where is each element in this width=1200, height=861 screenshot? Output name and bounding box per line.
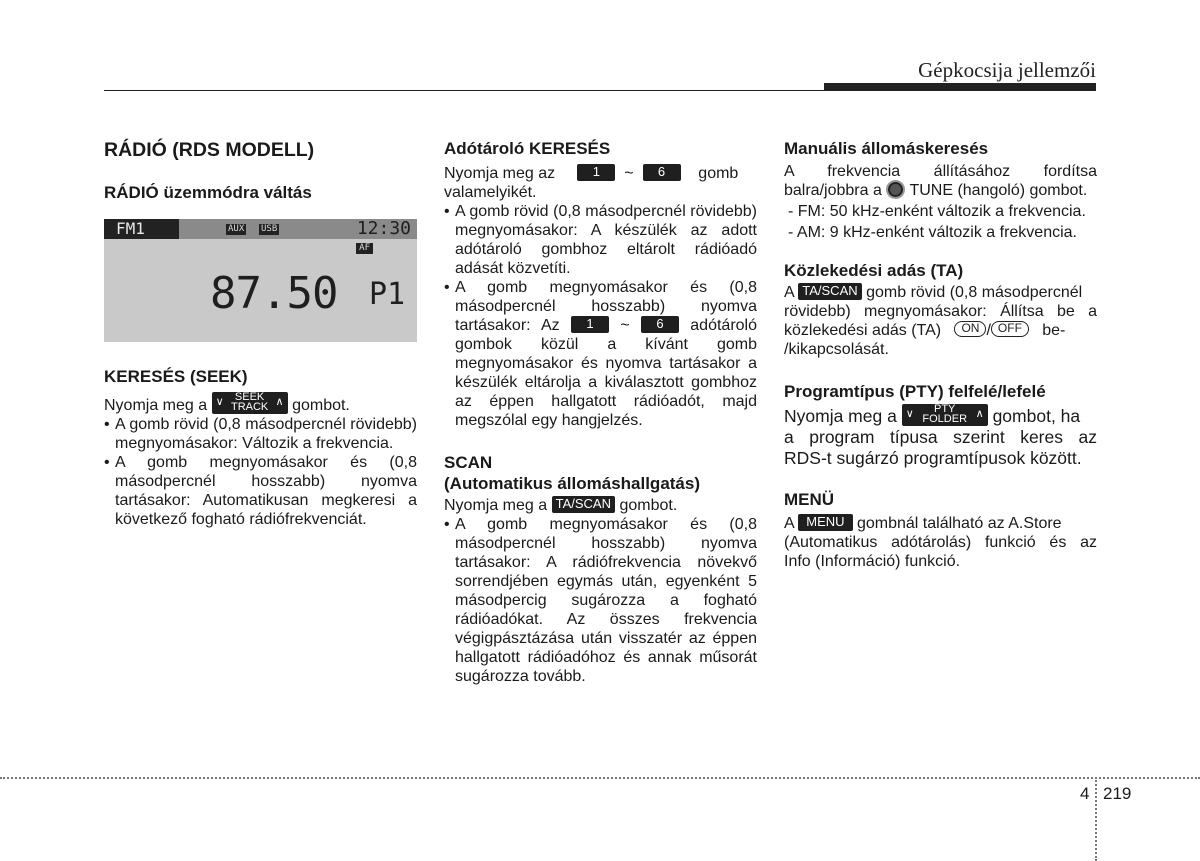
preset-bullet-2-pre: A gomb megnyomásakor és (0,8 másodpercnél hosszabb) nyomva tartásakor: Az	[455, 279, 757, 334]
preset-button-6: 6	[641, 316, 679, 333]
manual-text-2-post: TUNE (hangoló) gombot.	[909, 182, 1088, 199]
radio-display-image	[104, 219, 417, 342]
pty-post: gombot, ha	[992, 406, 1081, 426]
seek-instruction	[104, 391, 417, 415]
display-usb-badge: USB	[261, 224, 278, 234]
subheading-menu: MENÜ	[784, 490, 835, 509]
preset-button-6: 6	[643, 164, 681, 181]
list-item: • A gomb rövid (0,8 másodpercnél rövidebb) megnyomásakor: A készülék az adott adótároló gombhoz eltárolt rádióadó adását közvetíti.	[444, 203, 757, 277]
chevron-up-icon: ∧	[275, 396, 284, 409]
manual-am-note: - AM: 9 kHz-enként változik a frekvencia.	[788, 224, 1077, 241]
off-button: OFF	[991, 321, 1029, 337]
manual-text-2-pre: balra/jobbra a	[784, 182, 882, 199]
scan-text-pre: Nyomja meg a	[444, 497, 548, 514]
display-preset: P1	[369, 277, 406, 312]
preset-bullet-2-mid: adótároló	[690, 317, 757, 334]
chevron-up-icon: ∧	[975, 407, 984, 420]
preset-intro-pre: Nyomja meg az	[444, 165, 556, 182]
display-band: FM1	[104, 219, 179, 239]
subheading-scan-sub: (Automatikus állomáshallgatás)	[444, 474, 701, 493]
pty-text-2: a program típusa szerint keres az	[784, 427, 1097, 447]
menu-text-1-post: gombnál található az A.Store	[856, 515, 1062, 532]
subheading-seek: KERESÉS (SEEK)	[104, 367, 248, 386]
subheading-traffic: Közlekedési adás (TA)	[784, 261, 964, 280]
ta-scan-button: TA/SCAN	[798, 283, 861, 300]
manual-text-1: A frekvencia állításához fordítsa	[784, 163, 1097, 180]
display-af-badge: AF	[356, 243, 373, 254]
list-item: • A gomb rövid (0,8 másodpercnél rövidebb) megnyomásakor: Változik a frekvencia.	[104, 416, 417, 452]
subheading-scan: SCAN	[444, 453, 493, 472]
menu-button: MENU	[798, 514, 852, 531]
menu-text-3: Info (Információ) funkció.	[784, 553, 961, 570]
column-2	[444, 138, 757, 686]
ta-scan-button: TA/SCAN	[552, 496, 615, 513]
seek-bullet-1: A gomb rövid (0,8 másodpercnél rövidebb) megnyomásakor: Változik a frekvencia.	[115, 416, 417, 452]
ta-text-4: /kikapcsolását.	[784, 341, 889, 358]
preset-intro	[444, 164, 757, 183]
column-3	[784, 138, 1097, 571]
ta-text-3-post: be-	[1042, 322, 1066, 339]
footer-page-divider	[1095, 777, 1097, 861]
header-rule-bar	[824, 83, 1096, 90]
page-header-title: Gépkocsija jellemzői	[918, 58, 1096, 82]
subheading-radio-mode: RÁDIÓ üzemmódra váltás	[104, 183, 312, 202]
menu-text-1	[784, 514, 1097, 533]
scan-instruction	[444, 496, 757, 515]
column-1	[104, 138, 417, 529]
ta-slash: /	[986, 322, 991, 339]
ta-text-3	[784, 321, 1097, 340]
track-button-label: TRACK	[230, 401, 269, 414]
on-button: ON	[954, 321, 986, 337]
display-aux-badge: AUX	[228, 224, 245, 234]
seek-text-pre: Nyomja meg a	[104, 397, 208, 414]
subheading-manual-search: Manuális állomáskeresés	[784, 139, 989, 158]
tune-knob-icon	[886, 180, 905, 199]
display-frequency: 87.50	[210, 268, 338, 319]
page-number: 219	[1103, 784, 1132, 803]
preset-intro-post: gomb	[698, 165, 739, 182]
range-tilde: ~	[620, 317, 630, 334]
ta-text-1-post: gomb rövid (0,8 másodpercnél	[866, 284, 1083, 301]
seek-text-post: gombot.	[292, 397, 350, 414]
pty-button-label: PTY	[934, 402, 956, 415]
range-tilde: ~	[624, 165, 634, 182]
manual-fm-note: - FM: 50 kHz-enként változik a frekvencia.	[788, 203, 1086, 220]
preset-button-1: 1	[571, 316, 609, 333]
preset-button-1: 1	[577, 164, 615, 181]
ta-text-2: rövidebb) megnyomásakor: Állítsa be a	[784, 303, 1097, 320]
preset-intro-line2: valamelyikét.	[444, 184, 537, 201]
manual-text-2	[784, 181, 1097, 200]
scan-bullet: A gomb megnyomásakor és (0,8 másodpercnél hosszabb) nyomva tartásakor: A rádiófrekvencia növekvő sorrendjében egymás után, egyenként 5 másodpercig sugározza a fogható rádióadókat. Az összes frekvencia végigpásztázása után visszatér az éppen hallgatott rádióadóhoz és annak műsorát sugározza tovább.	[455, 516, 757, 685]
pty-folder-button	[902, 404, 988, 426]
pty-text-3: RDS-t sugárzó programtípusok között.	[784, 448, 1082, 468]
preset-bullet-2-post: gombok közül a kívánt gomb megnyomásakor és nyomva tartásakor a készülék eltárolja a kiválasztott gombhoz az éppen hallgatott rádióadót, majd megszólal egy hangjelzés.	[455, 336, 757, 429]
chevron-down-icon: ∨	[905, 407, 914, 420]
list-item: • A gomb megnyomásakor és (0,8 másodpercnél hosszabb) nyomva tartásakor: Az 1 ~ 6 adótároló gombok közül a kívánt gomb megnyomásakor és nyomva tartásakor a készülék eltárolja a kiválasztott gombhoz az éppen hallgatott rádióadót, majd megszólal egy hangjelzés.	[444, 279, 757, 429]
menu-text-2: (Automatikus adótárolás) funkció és az	[784, 534, 1097, 551]
seek-track-button	[212, 392, 288, 414]
seek-bullet-2: A gomb megnyomásakor és (0,8 másodpercnél hosszabb) nyomva tartásakor: Automatikusan megkeresi a következő fogható rádiófrekvenciát.	[115, 454, 417, 528]
section-heading-radio: RÁDIÓ (RDS MODELL)	[104, 139, 315, 161]
pty-pre: Nyomja meg a	[784, 406, 897, 426]
ta-text-3-pre: közlekedési adás (TA)	[784, 322, 942, 339]
chevron-down-icon: ∨	[215, 396, 224, 409]
folder-button-label: FOLDER	[922, 412, 968, 425]
subheading-pty: Programtípus (PTY) felfelé/lefelé	[784, 382, 1046, 401]
ta-pre: A	[784, 284, 794, 301]
menu-pre: A	[784, 515, 794, 532]
list-item: • A gomb megnyomásakor és (0,8 másodpercnél hosszabb) nyomva tartásakor: A rádiófrekvencia növekvő sorrendjében egymás után, egyenként 5 másodpercig sugározza a fogható rádióadókat. Az összes frekvencia végigpásztázása után visszatér az éppen hallgatott rádióadóhoz és annak műsorát sugározza tovább.	[444, 516, 757, 685]
ta-text-1	[784, 283, 1097, 302]
seek-button-label: SEEK	[234, 391, 265, 404]
footer-divider	[0, 777, 1200, 779]
pty-body	[784, 402, 1097, 469]
display-clock: 12:30	[356, 218, 411, 239]
scan-text-post: gombot.	[619, 497, 678, 514]
pty-text-1	[784, 402, 1097, 427]
list-item: • A gomb megnyomásakor és (0,8 másodpercnél hosszabb) nyomva tartásakor: Automatikusan megkeresi a következő fogható rádiófrekvenciát.	[104, 454, 417, 528]
chapter-number: 4	[1080, 784, 1090, 803]
preset-bullet-1: A gomb rövid (0,8 másodpercnél rövidebb) megnyomásakor: A készülék az adott adótároló gombhoz eltárolt rádióadó adását közvetíti.	[455, 203, 757, 277]
header-rule	[104, 90, 1096, 91]
subheading-preset-search: Adótároló KERESÉS	[444, 139, 611, 158]
